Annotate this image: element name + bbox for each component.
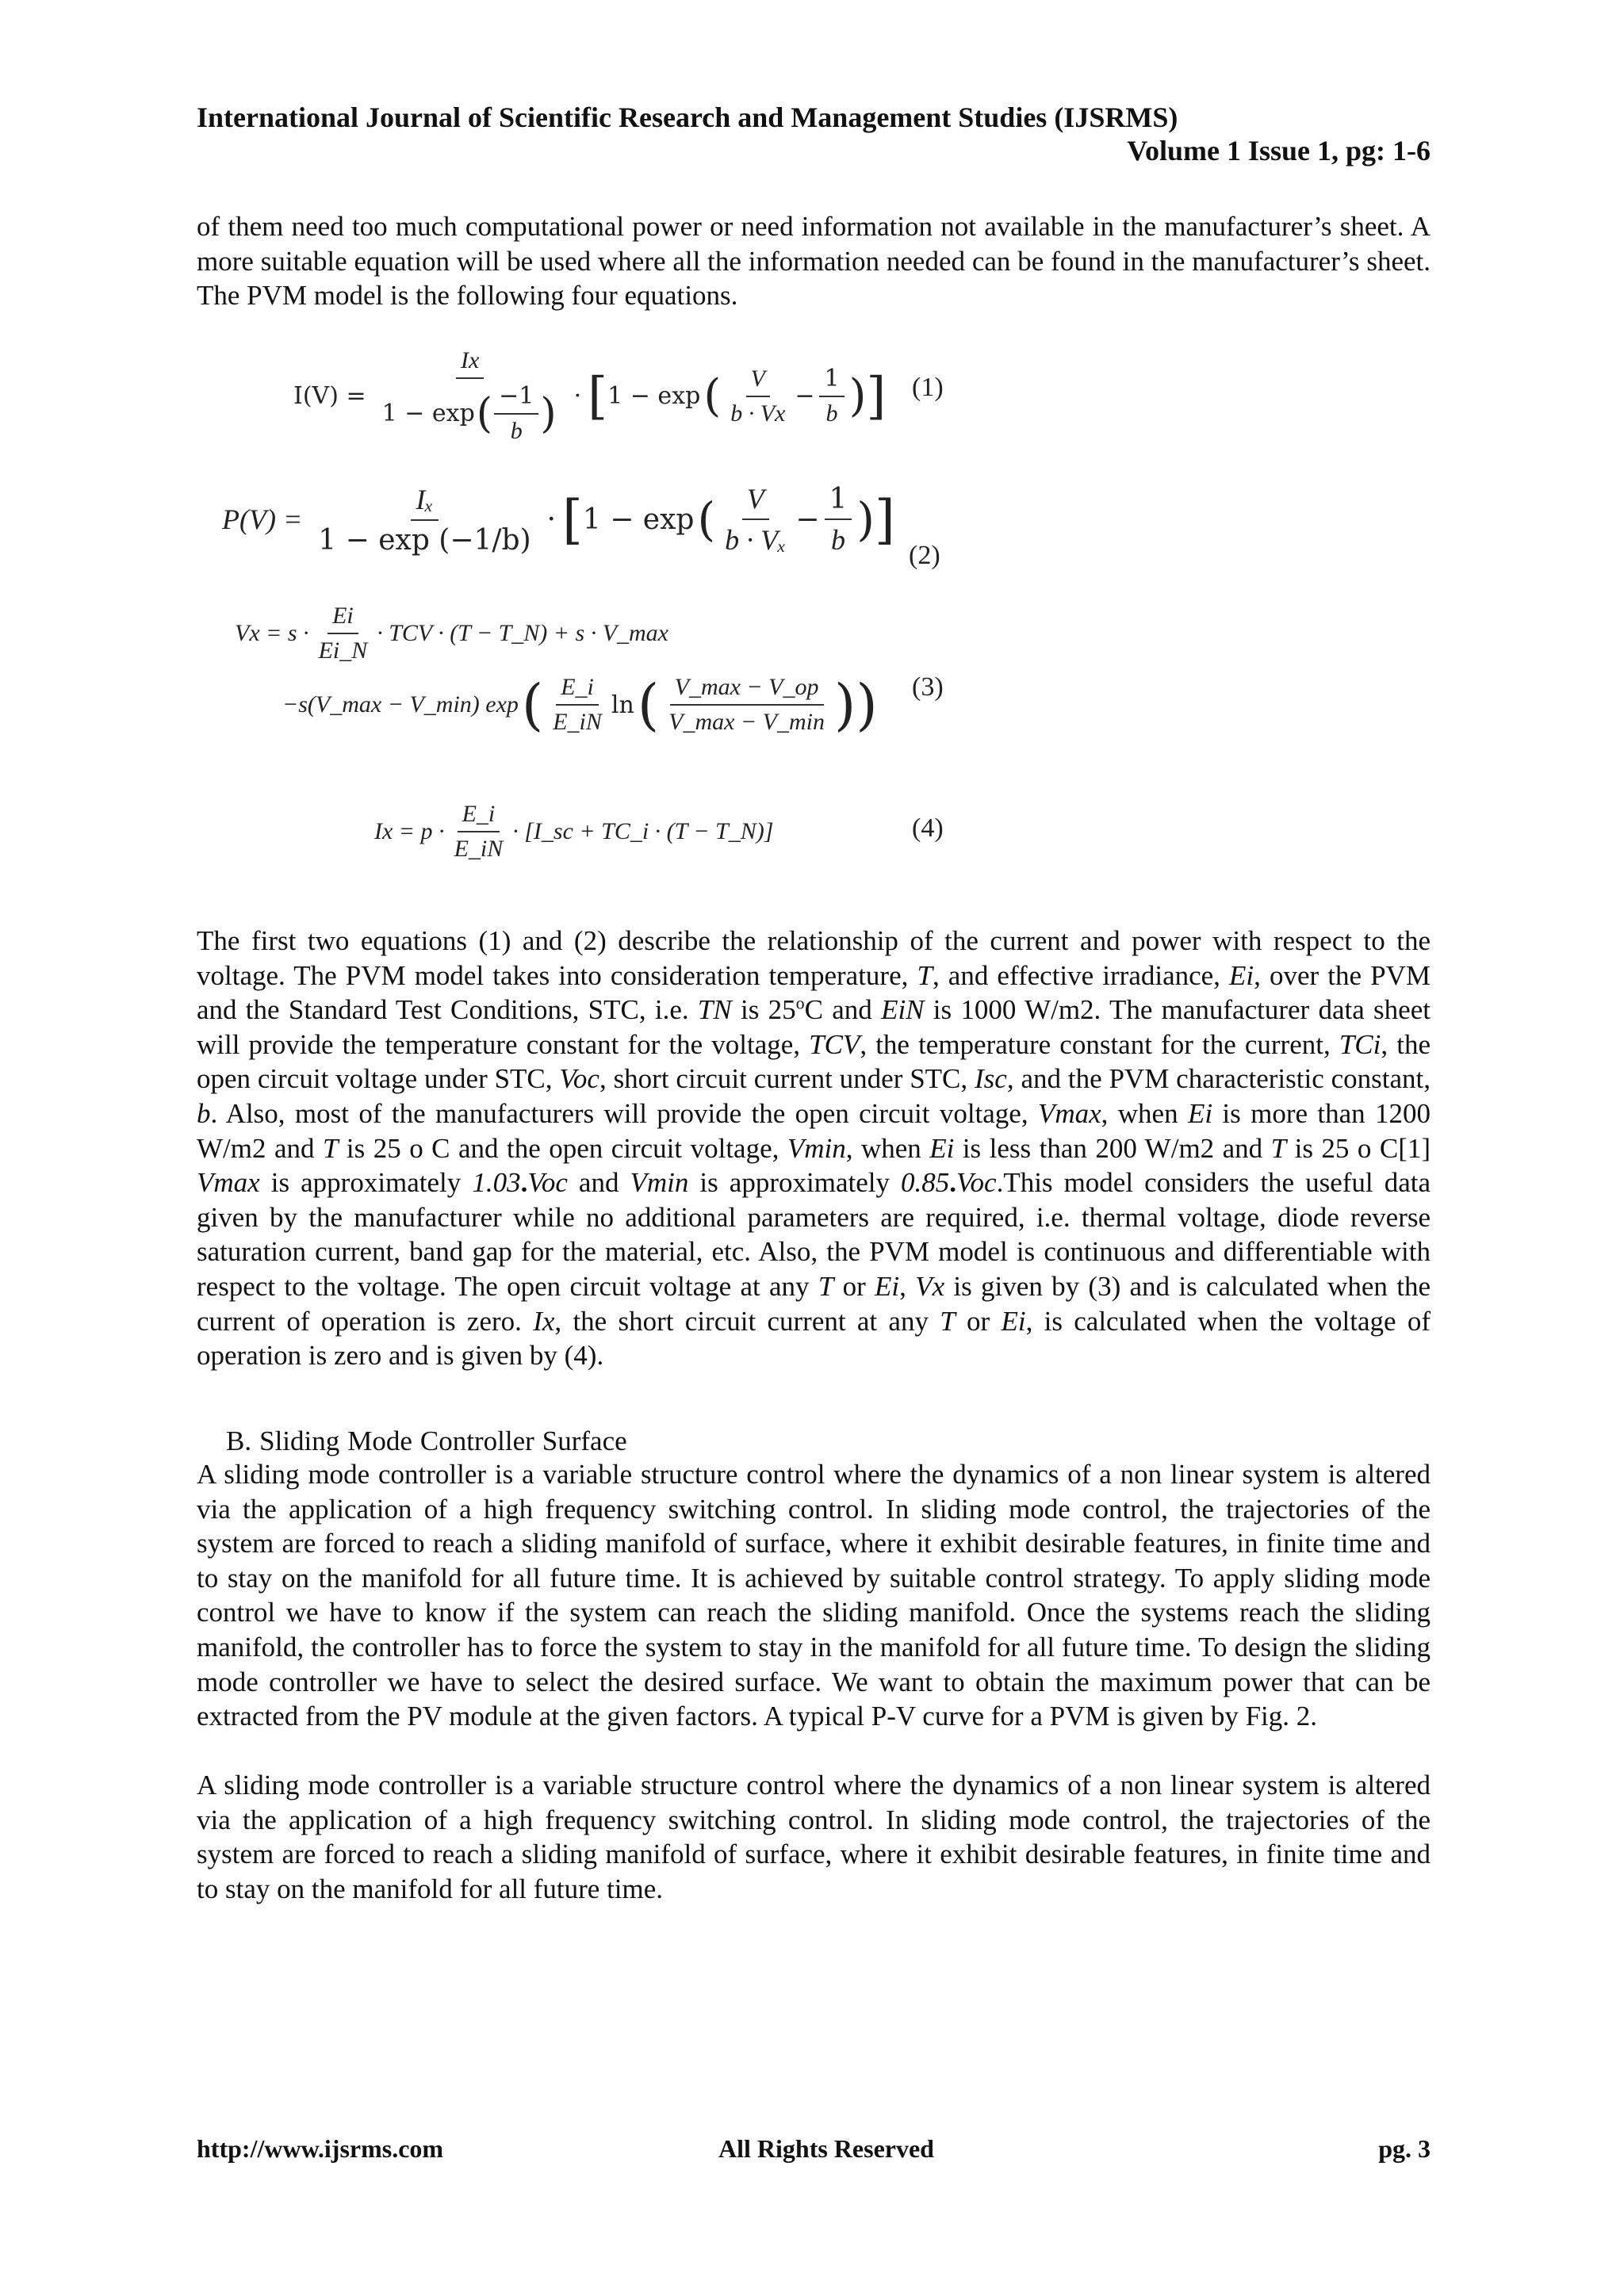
eq3-num: Ei — [327, 603, 358, 634]
eq2-v-den: b · Vₓ — [725, 524, 787, 556]
eq2-one-den: b — [830, 523, 845, 556]
eq4-lhs: Ix = p · — [374, 818, 445, 844]
eq3-den: Ei_N — [318, 637, 368, 664]
eq3-line2-den: E_iN — [553, 709, 602, 735]
eq1-v-num: V — [746, 365, 770, 397]
eq1-num: Ix — [456, 347, 484, 379]
eq3-inner-den: V_max − V_min — [668, 709, 825, 735]
equation-3-line-1 — [235, 603, 668, 664]
volume-info: Volume 1 Issue 1, pg: 1-6 — [1127, 135, 1431, 166]
equation-3-line-2: −s(V_max − V_min) exp ( $\frac{E\_i}{E\_iN}$ ln ( $\frac{V\_\max - V\_op}{V\_\max - V\_\min}$ ) ) — [282, 672, 878, 737]
equation-4 — [374, 801, 773, 863]
eq1-v-den: b · Vx — [730, 400, 786, 427]
eq1-bracket-prefix: 1 − exp — [607, 382, 701, 410]
sliding-mode-paragraph-2: A sliding mode controller is a variable structure control where the dynamics of a non linear system is altered via the application of a high frequency switching control. In sliding mode control, the trajectories of the system are forced to reach a sliding manifold of surface, where it exhibit desirable features, in finite time and to stay on the manifold for all future time. — [197, 1770, 1431, 1904]
journal-title: International Journal of Scientific Research and Management Studies (IJSRMS) — [197, 101, 1178, 133]
eq2-one-num: 1 — [825, 483, 852, 520]
eq2-number: (2) — [909, 541, 940, 570]
footer-page-number: pg. 3 — [1378, 2134, 1431, 2163]
eq2-v-num: V — [742, 482, 769, 520]
equation-2: P(V) = $\frac{\text{Iₓ}}{1 - \exp (-1/b)}$ · [ 1 − exp ( $\frac{V}{\text{b · Vₓ}}$ − $\frac{1}{b}$ ) ] — [222, 482, 895, 557]
footer-url: http://www.ijsrms.com — [197, 2134, 444, 2163]
sliding-mode-paragraph-1: A sliding mode controller is a variable structure control where the dynamics of a non linear system is altered via the application of a high frequency switching control. In sliding mode control, the trajectories of the system are forced to reach a sliding manifold of surface, where it exhibit desirable features, in finite time and to stay on the manifold for all future time. It is achieved by suitable control strategy. To apply sliding mode control we have to know if the system can reach the sliding manifold. Once the systems reach the sliding manifold, the controller has to force the system to stay in the manifold for all future time. To design the sliding mode controller we have to select the desired surface. We want to obtain the maximum power that can be extracted from the PV module at the given factors. A typical P-V curve for a PVM is given by Fig. 2. — [197, 1459, 1431, 1732]
eq1-inner-den: b — [510, 418, 523, 444]
eq4-rest: · [I_sc + TC_i · (T − T_N)] — [512, 818, 774, 844]
eq1-inner-num: −1 — [494, 382, 538, 415]
eq3-number: (3) — [912, 672, 944, 702]
eq3-line2-prefix: −s(V_max − V_min) exp — [282, 691, 519, 718]
intro-paragraph: of them need too much computational power or need information not available in the manufacturer’s sheet. A more suitable equation will be used where all the information needed can be found in the manufacturer’s sheet. The PVM model is the following four equations. — [197, 211, 1431, 312]
eq3-ln: ln — [611, 691, 634, 719]
eq4-num: E_i — [458, 801, 500, 832]
eq1-one-den: b — [825, 400, 838, 427]
eq1-number: (1) — [912, 373, 944, 402]
eq2-bracket-prefix: 1 − exp — [582, 503, 695, 536]
eq1-den-prefix: 1 − exp — [381, 400, 475, 427]
section-subheading: B. Sliding Mode Controller Surface — [226, 1425, 627, 1456]
eq4-number: (4) — [912, 813, 944, 843]
eq1-one-num: 1 — [819, 365, 844, 397]
footer-rights: All Rights Reserved — [718, 2134, 934, 2163]
eq3-rest: · TCV · (T − T_N) + s · V_max — [377, 620, 668, 646]
eq3-line2-num: E_i — [556, 674, 599, 706]
eq4-den: E_iN — [454, 836, 504, 862]
eq2-den: 1 − exp (−1/b) — [318, 523, 531, 557]
eq1-lhs: I(V) = — [293, 382, 366, 410]
body-paragraph: The first two equations (1) and (2) describe the relationship of the current and power with respect to the voltage. The PVM model takes into consideration temperature, T, and effective irradiance, Ei, over the PVM and the Standard Test Conditions, STC, i.e. TN is 25$^o$C and EiN is 1000 W/m2. The manufacturer data sheet will provide the temperature constant for the voltage, TCV, the temperature constant for the current, TCi, the open circuit voltage under STC, Voc, short circuit current under STC, Isc, and the PVM characteristic constant, b. Also, most of the manufacturers will provide the open circuit voltage, Vmax, when Ei is more than 1200 W/m2 and T is 25 o C and the open circuit voltage, Vmin, when Ei is less than 200 W/m2 and T is 25 o C[1] Vmax is approximately 1.03.Voc and Vmin is approximately 0.85.Voc.This model considers the useful data given by the manufacturer while no additional parameters are required, i.e. thermal voltage, diode reverse saturation current, band gap for the material, etc. Also, the PVM model is continuous and differentiable with respect to the voltage. The open circuit voltage at any T or Ei, Vx is given by (3) and is calculated when the current of operation is zero. Ix, the short circuit current at any T or Ei, is calculated when the voltage of operation is zero and is given by (4). — [197, 925, 1431, 1372]
eq3-inner-num: V_max − V_op — [670, 674, 824, 706]
eq2-lhs: P(V) = — [222, 503, 303, 535]
equation-1: I(V) = Ix 1 − exp ( $\frac{-1}{b}$ ) · [ 1 − exp ( $\frac{V}{b \cdot Vx}$ − $\frac{1}{b}$ ) ] — [293, 347, 887, 444]
eq3-lhs: Vx = s · — [235, 620, 309, 646]
eq2-num: Iₓ — [411, 483, 438, 521]
